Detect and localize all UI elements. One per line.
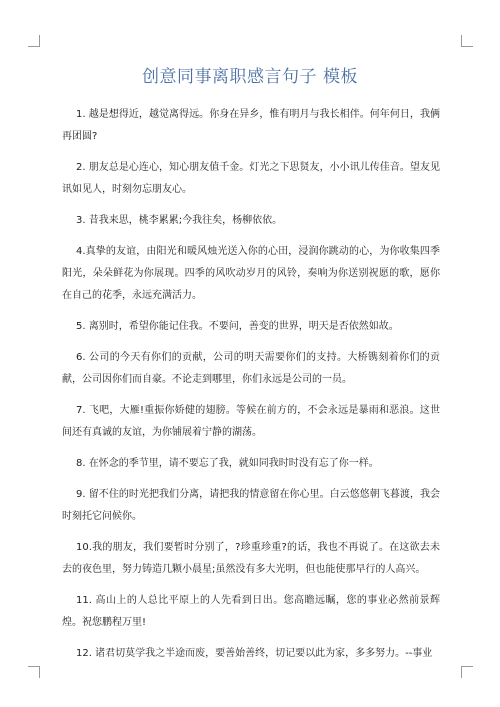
paragraph-12: 12. 诸君切莫学我之半途而废，要善始善终，切记要以此为家，多多努力。--事业 [76,648,433,659]
paragraph-6: 6. 公司的今天有你们的贡献，公司的明天需要你们的支持。大桥镌刻着你们的贡献，公司因你们而自豪。不论走到哪里，你们永远是公司的一员。 [62,352,440,385]
paragraph-10: 10.我的朋友，我们要暂时分别了，?珍重珍重?的话，我也不再说了。在这欲去未去的夜色里，努力铸造几颗小晨星;虽然没有多大光明，但也能使那早行的人高兴。 [62,542,440,575]
paragraph-5: 5. 离别时，希望你能记住我。不要问，善变的世界，明天是否依然如故。 [76,321,399,332]
paragraph-3: 3. 昔我来思，桃李累累;今我往矣，杨柳依依。 [76,215,283,226]
crop-mark-bottom-left [28,666,40,678]
crop-mark-bottom-right [461,666,473,678]
paragraph-8: 8. 在怀念的季节里，请不要忘了我，就如同我时时没有忘了你一样。 [76,458,379,469]
paragraph-2: 2. 朋友总是心连心，知心朋友值千金。灯光之下思贤友，小小讯儿传佳音。望友见讯如见人，时刻勿忘朋友心。 [62,162,440,195]
paragraph-4: 4.真挚的友谊，由阳光和暖风烛光送入你的心田，浸润你跳动的心，为你收集四季阳光，朵朵鲜花为你展现。四季的风吹动岁月的风铃，奏响为你送别祝愿的歌，愿你在自己的花季，永远充满活力。 [62,246,440,301]
paragraph-1: 1. 越是想得近，越觉离得远。你身在异乡，惟有明月与我长相伴。何年何日，我俩再团圆? [62,109,440,142]
paragraph-9: 9. 留不住的时光把我们分离，请把我的情意留在你心里。白云悠悠朝飞暮渡，我会时刻托它问候你。 [62,489,440,522]
crop-mark-top-right [461,35,473,47]
crop-mark-top-left [28,35,40,47]
paragraph-7: 7. 飞吧，大雁!重振你娇健的翅膀。等候在前方的，不会永远是暴雨和恶浪。这世间还有真诚的友谊，为你铺展着宁静的湖荡。 [62,405,440,438]
paragraph-11: 11. 高山上的人总比平原上的人先看到日出。您高瞻远瞩，您的事业必然前景辉煌。祝您鹏程万里! [62,595,440,628]
document-body [62,104,440,674]
document-title: 创意同事离职感言句子 模板 [142,67,358,87]
